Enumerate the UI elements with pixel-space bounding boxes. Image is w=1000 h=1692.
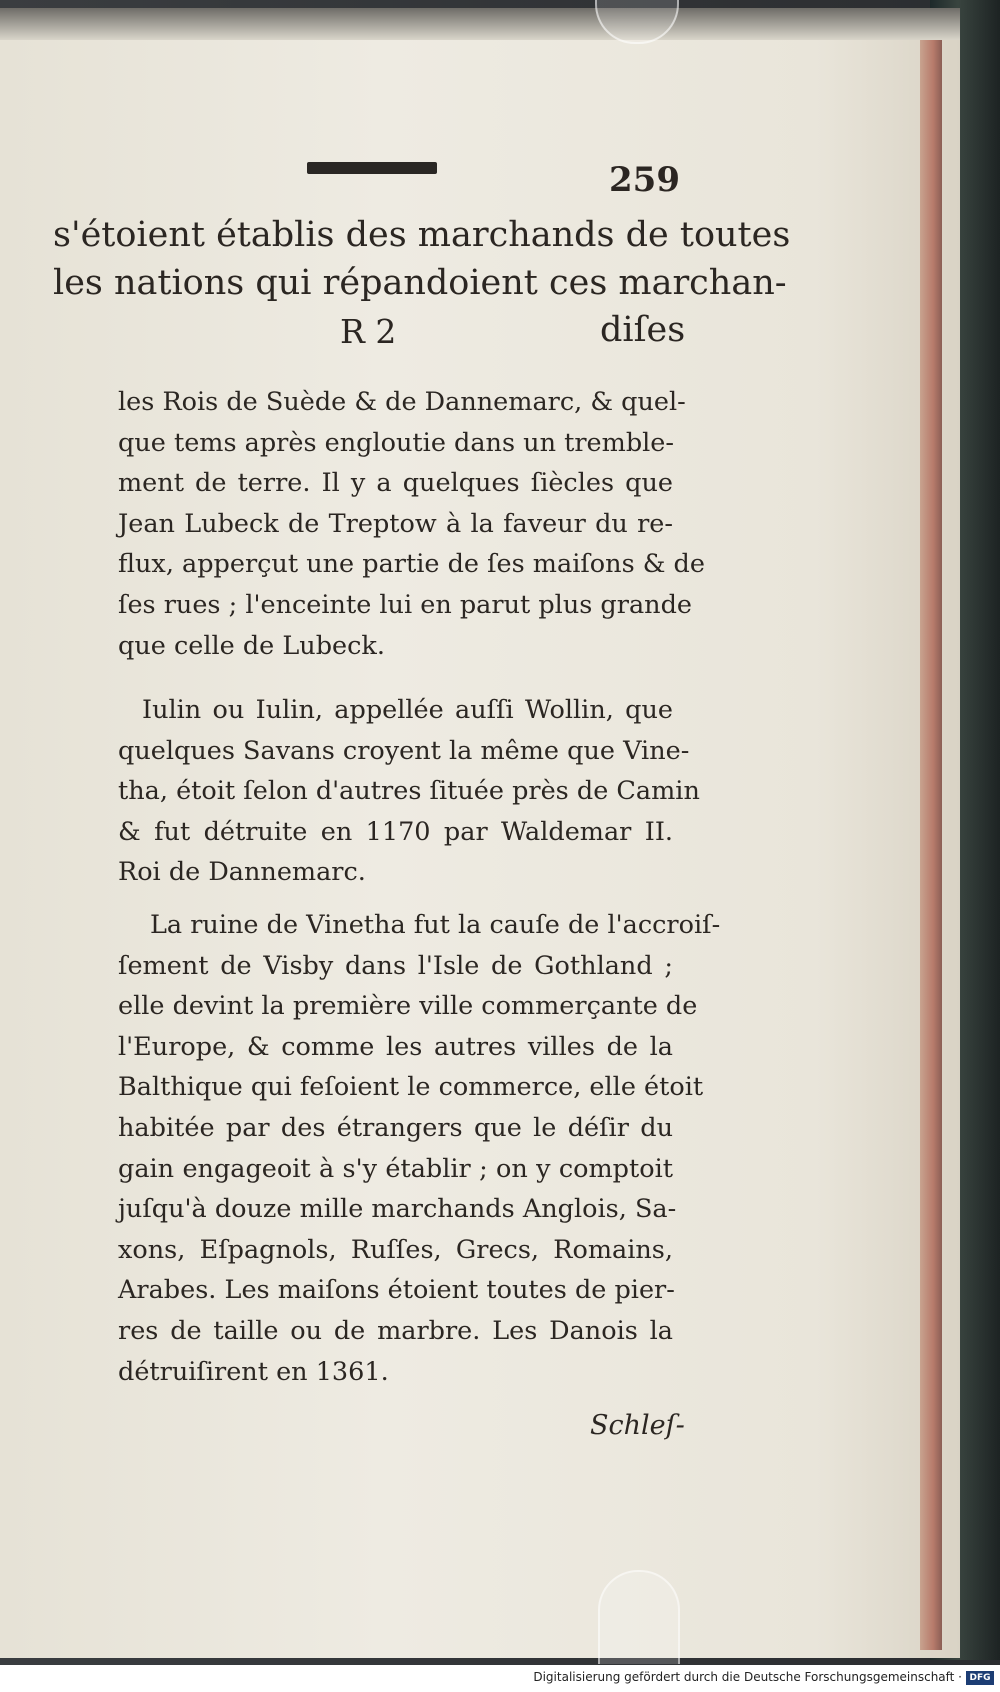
header-line-2: les nations qui répandoient ces marchan- bbox=[53, 263, 787, 303]
text-line: ſes rues ; l'enceinte lui en parut plus grande bbox=[118, 589, 692, 620]
signature-mark: R 2 bbox=[340, 312, 397, 351]
text-line: Roi de Dannemarc. bbox=[118, 857, 366, 888]
page-number: 259 bbox=[609, 160, 680, 200]
text-line: tha, étoit ſelon d'autres ſituée près de Camin bbox=[118, 776, 700, 807]
text-line: les Rois de Suède & de Dannemarc, & quel- bbox=[118, 387, 686, 417]
catchword-bottom: Schleſ- bbox=[590, 1410, 685, 1441]
paragraph-3 bbox=[118, 905, 721, 1392]
text-line: gain engageoit à s'y établir ; on y comptoit bbox=[118, 1153, 673, 1184]
text-line: quelques Savans croyent la même que Vine- bbox=[118, 735, 690, 766]
text-line: ment de terre. Il y a quelques ſiècles que bbox=[118, 468, 673, 499]
text-line: juſqu'à douze mille marchands Anglois, Sa- bbox=[118, 1194, 677, 1225]
text-line: res de taille ou de marbre. Les Danois la bbox=[118, 1315, 673, 1346]
text-line: que tems après engloutie dans un tremble- bbox=[118, 427, 675, 458]
text-line: flux, apperçut une partie de ſes maiſons & de bbox=[118, 549, 705, 580]
funding-credit: Digitalisierung gefördert durch die Deutsche Forschungsgemeinschaft · bbox=[533, 1670, 962, 1684]
text-line: Balthique qui feſoient le commerce, elle étoit bbox=[118, 1072, 704, 1103]
text-line: & fut détruite en 1170 par Waldemar II. bbox=[118, 816, 673, 847]
text-line: détruiſirent en 1361. bbox=[118, 1356, 389, 1387]
header-rule bbox=[307, 162, 437, 174]
page-fore-edge bbox=[920, 40, 942, 1650]
text-line: Arabes. Les maiſons étoient toutes de pier- bbox=[118, 1275, 675, 1306]
text-line: habitée par des étrangers que le déſir du bbox=[118, 1112, 673, 1143]
text-line: La ruine de Vinetha fut la cauſe de l'accroiſ- bbox=[150, 910, 721, 940]
text-line: ſement de Visby dans l'Isle de Gothland ; bbox=[118, 950, 673, 981]
paragraph-1 bbox=[118, 382, 705, 666]
dfg-logo-icon: DFG bbox=[966, 1671, 994, 1685]
paragraph-2 bbox=[118, 690, 700, 893]
text-line: Jean Lubeck de Treptow à la faveur du re- bbox=[118, 508, 673, 539]
header-line-1: s'étoient établis des marchands de toutes bbox=[53, 215, 791, 255]
text-line: Iulin ou Iulin, appellée auſſi Wollin, que bbox=[142, 695, 673, 725]
page-clip-bottom bbox=[598, 1570, 680, 1664]
text-line: que celle de Lubeck. bbox=[118, 630, 385, 661]
text-line: l'Europe, & comme les autres villes de la bbox=[118, 1031, 673, 1062]
page-top-shadow bbox=[0, 8, 960, 40]
text-line: elle devint la première ville commerçante de bbox=[118, 991, 698, 1022]
catchword-top: diſes bbox=[600, 310, 686, 350]
text-line: xons, Eſpagnols, Ruſſes, Grecs, Romains, bbox=[118, 1234, 673, 1265]
